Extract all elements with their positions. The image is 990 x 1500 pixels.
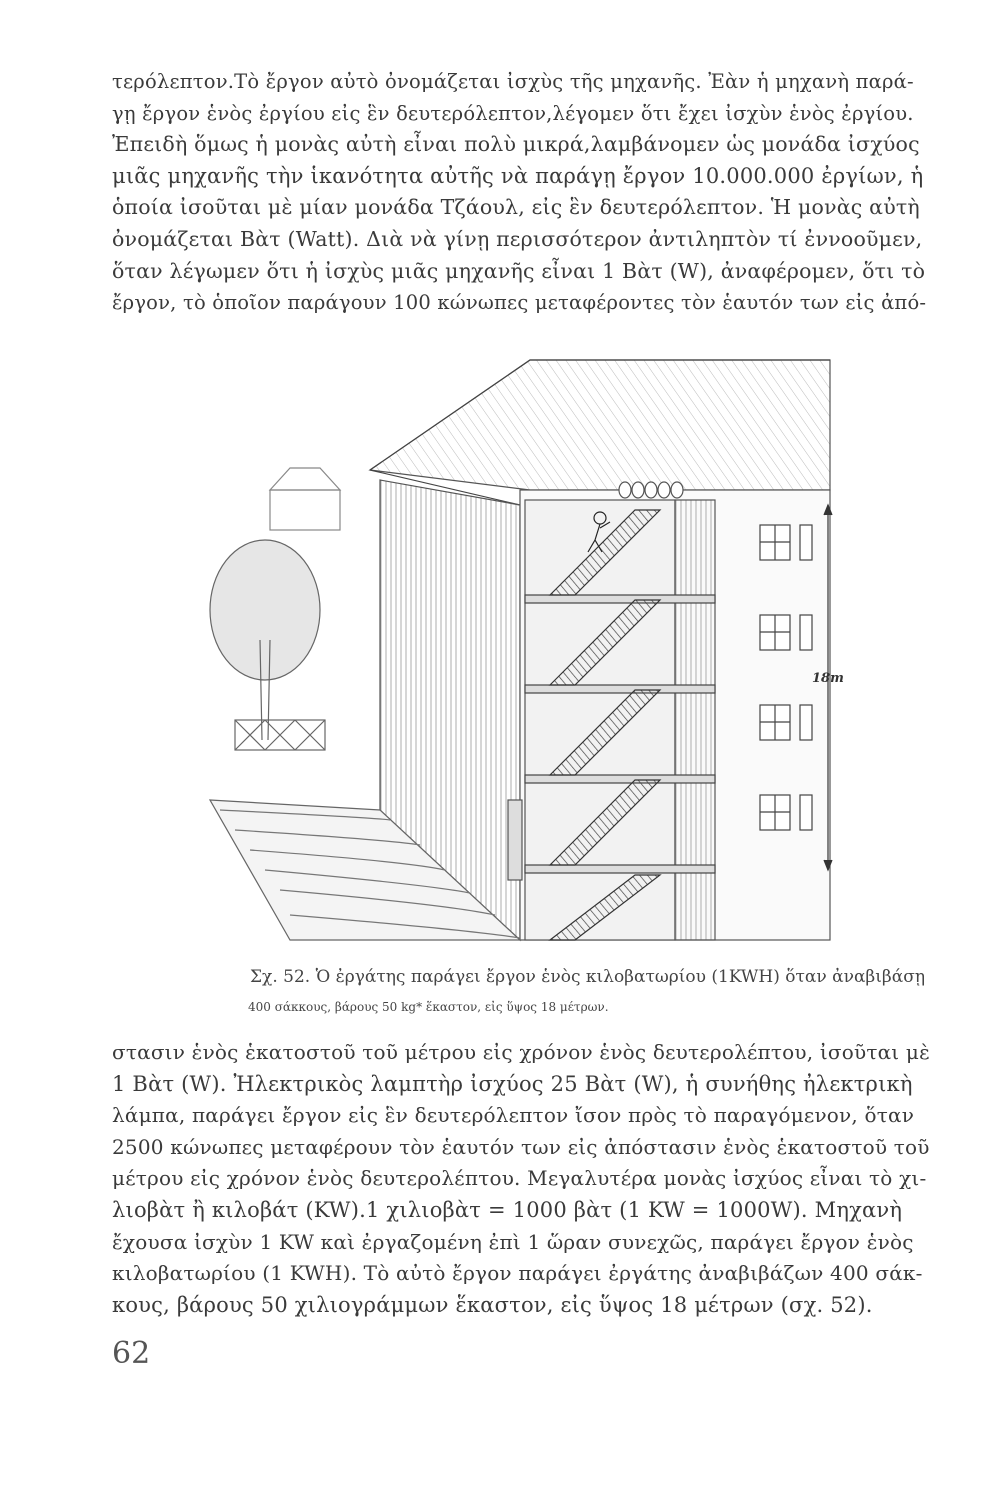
text-line: λιοβὰτ ἢ κιλοβάτ (KW).1 χιλιοβὰτ = 1000 βὰτ (1 KW = 1000W). Μηχανὴ — [112, 1197, 903, 1222]
text-line: ὅταν λέγωμεν ὅτι ἡ ἰσχὺς μιᾶς μηχανῆς εἶναι 1 Βὰτ (W), ἀναφέρομεν, ὅτι τὸ — [112, 258, 926, 283]
text-line: ἔργον, τὸ ὁποῖον παράγουν 100 κώνωπες μεταφέροντες τὸν ἑαυτόν των εἰς ἀπό- — [112, 291, 927, 315]
height-label: 18m — [812, 671, 844, 686]
text-line: 2500 κώνωπες μεταφέρουν τὸν ἑαυτόν των εἰς ἀπόστασιν ἑνὸς ἑκατοστοῦ τοῦ — [112, 1134, 930, 1159]
text-line: στασιν ἑνὸς ἑκατοστοῦ τοῦ μέτρου εἰς χρόνον ἑνὸς δευτερολέπτου, ἰσοῦται μὲ — [112, 1040, 931, 1064]
caption-line-1: Σχ. 52. Ὁ ἐργάτης παράγει ἔργον ἑνὸς κιλοβατωρίου (1KWH) ὅταν ἀναβιβάσῃ — [250, 967, 926, 987]
bottom-paragraph — [112, 1037, 930, 1321]
caption-line-2: 400 σάκκους, βάρους 50 kg* ἕκαστον, εἰς ὕψος 18 μέτρων. — [248, 1000, 609, 1014]
text-line: κιλοβατωρίου (1 KWH). Τὸ αὐτὸ ἔργον παράγει ἐργάτης ἀναβιβάζων 400 σάκ- — [112, 1261, 923, 1286]
text-line: ὀνομάζεται Βὰτ (Watt). Διὰ νὰ γίνῃ περισσότερον ἀντιληπτὸν τί ἐννοοῦμεν, — [112, 226, 923, 251]
text-line: ὁποία ἰσοῦται μὲ μίαν μονάδα Τζάουλ, εἰς ἓν δευτερόλεπτον. Ἡ μονὰς αὐτὴ — [112, 195, 920, 220]
tree — [210, 540, 320, 740]
roof — [370, 360, 830, 490]
top-paragraph — [112, 66, 930, 319]
sacks-top — [619, 482, 683, 498]
text-line: 1 Βὰτ (W). Ἠλεκτρικὸς λαμπτὴρ ἰσχύος 25 Βὰτ (W), ἡ συνήθης ἠλεκτρικὴ — [112, 1071, 913, 1096]
door — [508, 800, 522, 880]
text-line: λάμπα, παράγει ἔργον εἰς ἓν δευτερόλεπτον ἴσον πρὸς τὸ παραγόμενον, ὅταν — [112, 1103, 915, 1128]
fence — [235, 720, 325, 750]
building-stairs-illustration — [190, 340, 844, 960]
text-line: τερόλεπτον.Τὸ ἔργον αὐτὸ ὀνομάζεται ἰσχὺς τῆς μηχανῆς. Ἐὰν ἡ μηχανὴ παρά- — [112, 70, 914, 93]
page-number: 62 — [112, 1336, 151, 1371]
text-line: γῃ ἔργον ἑνὸς ἐργίου εἰς ἓν δευτερόλεπτον,λέγομεν ὅτι ἔχει ἰσχὺν ἑνὸς ἐργίου. — [112, 101, 914, 125]
text-line: μιᾶς μηχανῆς τὴν ἱκανότητα αὐτῆς νὰ παράγῃ ἔργον 10.000.000 ἐργίων, ἡ — [112, 163, 924, 188]
text-line: ἔχουσα ἰσχὺν 1 KW καὶ ἐργαζομένη ἐπὶ 1 ὥραν συνεχῶς, παράγει ἔργον ἑνὸς — [112, 1229, 914, 1254]
background-house — [270, 468, 340, 530]
text-line: Ἐπειδὴ ὅμως ἡ μονὰς αὐτὴ εἶναι πολὺ μικρά,λαμβάνομεν ὡς μονάδα ἰσχύος — [112, 132, 920, 157]
figure-caption — [250, 962, 980, 1022]
text-line: μέτρου εἰς χρόνον ἑνὸς δευτερολέπτου. Μεγαλυτέρα μονὰς ἰσχύος εἶναι τὸ χι- — [112, 1166, 927, 1191]
text-line: κους, βάρους 50 χιλιογράμμων ἕκαστον, εἰς ὕψος 18 μέτρων (σχ. 52). — [112, 1292, 873, 1317]
